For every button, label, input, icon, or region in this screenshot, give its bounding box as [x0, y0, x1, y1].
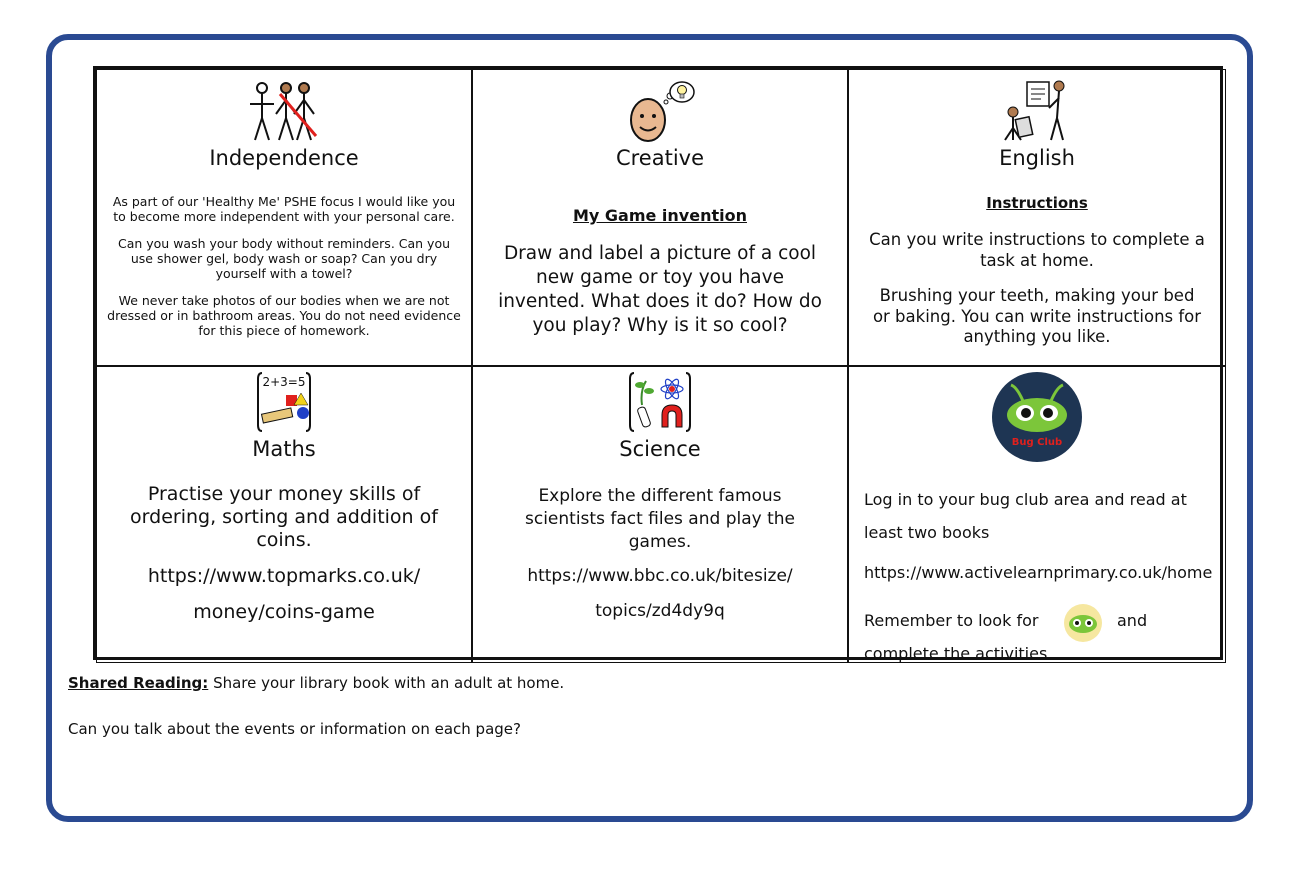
creative-heading-text: My Game invention — [572, 206, 747, 225]
science-body — [509, 485, 811, 554]
independence-text-2: Can you wash your body without reminders. Can you use shower gel, body wash or soap? Can you dry yourself with a towel? — [117, 236, 451, 281]
shared-reading-question: Can you talk about the events or information on each page? — [68, 720, 521, 738]
maths-body — [117, 483, 451, 552]
cell-science — [472, 366, 848, 663]
creative-title: Creative — [615, 146, 705, 170]
bug-club-activities-row — [864, 644, 1217, 663]
shared-reading-text: Share your library book with an adult at home. — [213, 674, 565, 692]
homework-grid — [93, 66, 1223, 663]
bug-club-logo — [991, 371, 1083, 463]
english-heading-text: Instructions — [986, 194, 1088, 212]
maths-link-1[interactable]: https://www.topmarks.co.uk/ — [147, 565, 421, 587]
shared-reading-line — [68, 674, 564, 692]
maths-icon-equation: 2+3=5 — [262, 375, 306, 389]
science-icon — [628, 371, 692, 433]
english-body — [869, 230, 1205, 348]
maths-text: Practise your money skills of ordering, sorting and addition of coins. — [130, 483, 438, 551]
independence-title: Independence — [209, 146, 359, 170]
cell-maths — [96, 366, 472, 663]
creative-text: Draw and label a picture of a cool new game or toy you have invented. What does it do? How do you play? Why is it so cool? — [498, 243, 822, 336]
bug-club-link-row — [864, 563, 1221, 582]
bug-club-body — [864, 483, 1217, 549]
science-link-1[interactable]: https://www.bbc.co.uk/bitesize/ — [527, 566, 793, 586]
teacher-board-icon — [997, 78, 1077, 144]
cell-independence — [96, 69, 472, 366]
science-title: Science — [619, 437, 701, 461]
bug-club-reminder-text: Remember to look for — [864, 611, 1039, 630]
independence-text-3: We never take photos of our bodies when we are not dressed or in bathroom areas. You do not need evidence for this piece of homework. — [107, 293, 461, 338]
maths-title: Maths — [252, 437, 316, 461]
cell-creative — [472, 69, 848, 366]
english-title: English — [999, 146, 1075, 170]
english-text-2: Brushing your teeth, making your bed or baking. You can write instructions for anything you like. — [872, 286, 1202, 346]
creative-heading — [483, 206, 837, 225]
bug-club-text-1: Log in to your bug club area and read at least two books — [864, 490, 1187, 542]
shared-reading-label: Shared Reading: — [68, 674, 209, 692]
english-text-1: Can you write instructions to complete a task at home. — [869, 230, 1205, 270]
independence-body — [107, 194, 461, 350]
science-text: Explore the different famous scientists fact files and play the games. — [525, 486, 795, 552]
science-link-2[interactable]: topics/zd4dy9q — [595, 601, 725, 621]
thinking-face-icon — [620, 80, 700, 144]
creative-body — [497, 242, 823, 338]
bug-club-activities-text: complete the activities — [864, 644, 1048, 663]
english-heading — [859, 194, 1215, 212]
cell-english — [848, 69, 1226, 366]
independence-text-1: As part of our 'Healthy Me' PSHE focus I would like you to become more independent with your personal care. — [112, 194, 456, 224]
people-icon — [244, 80, 324, 144]
cell-bug-club — [848, 366, 1226, 663]
bug-club-logo-text: Bug Club — [1011, 437, 1063, 448]
bug-club-and-text: and — [1117, 611, 1148, 630]
bug-club-link[interactable]: https://www.activelearnprimary.co.uk/home — [864, 563, 1213, 582]
maths-icon — [256, 371, 312, 433]
bug-club-and-row — [1117, 611, 1217, 630]
bug-face-icon — [1063, 603, 1103, 643]
maths-link-2[interactable]: money/coins-game — [193, 601, 375, 623]
